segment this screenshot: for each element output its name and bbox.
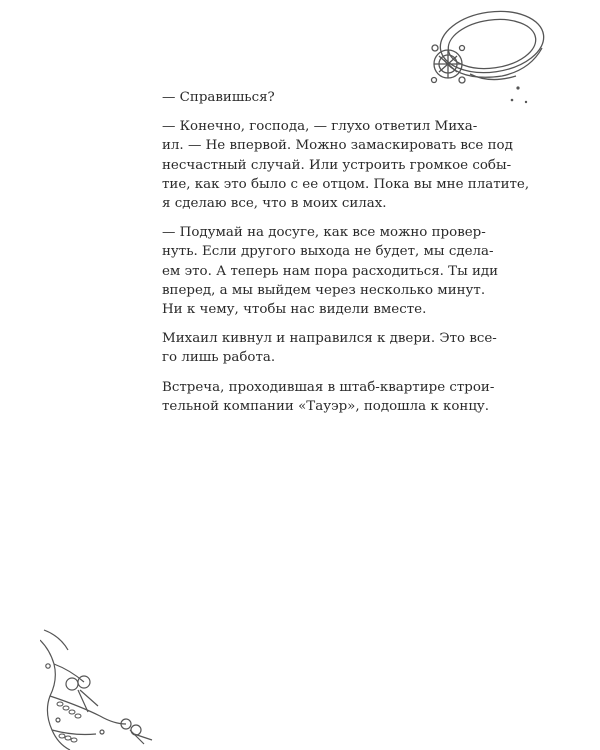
text-line: тельной компании «Тауэр», подошла к концу. bbox=[162, 398, 490, 414]
paragraph-5 bbox=[147, 378, 495, 416]
text-line: го лишь работа. bbox=[162, 350, 276, 366]
text-line: ем это. А теперь нам пора расходиться. Ты иди bbox=[162, 263, 499, 279]
paragraph-2 bbox=[147, 117, 530, 213]
text-line: нуть. Если другого выхода не будет, мы сдела- bbox=[162, 244, 494, 260]
text-line: ил. — Не впервой. Можно замаскировать все под bbox=[162, 138, 513, 154]
scissors-chain-ornament-icon bbox=[40, 620, 160, 750]
decorative-dots-icon bbox=[490, 80, 540, 120]
text-line: Михаил кивнул и направился к двери. Это все- bbox=[162, 331, 497, 347]
text-line: — Справишься? bbox=[162, 90, 275, 105]
paragraph-3 bbox=[147, 223, 499, 319]
paragraph-4 bbox=[147, 329, 497, 367]
body-text bbox=[147, 88, 530, 426]
text-line: — Подумай на досуге, как все можно провер- bbox=[162, 225, 486, 241]
text-line: вперед, а мы выйдем через несколько минут. bbox=[162, 282, 486, 298]
text-line: — Конечно, господа, — глухо ответил Миха- bbox=[162, 119, 478, 135]
text-line: тие, как это было с ее отцом. Пока вы мне платите, bbox=[162, 176, 530, 192]
paragraph-1 bbox=[147, 88, 454, 107]
text-line: Ни к чему, чтобы нас видели вместе. bbox=[162, 302, 427, 318]
text-line: я сделаю все, что в моих силах. bbox=[162, 196, 387, 212]
text-line: несчастный случай. Или устроить громкое собы- bbox=[162, 157, 512, 173]
text-line: Встреча, проходившая в штаб-квартире строи- bbox=[162, 379, 495, 395]
